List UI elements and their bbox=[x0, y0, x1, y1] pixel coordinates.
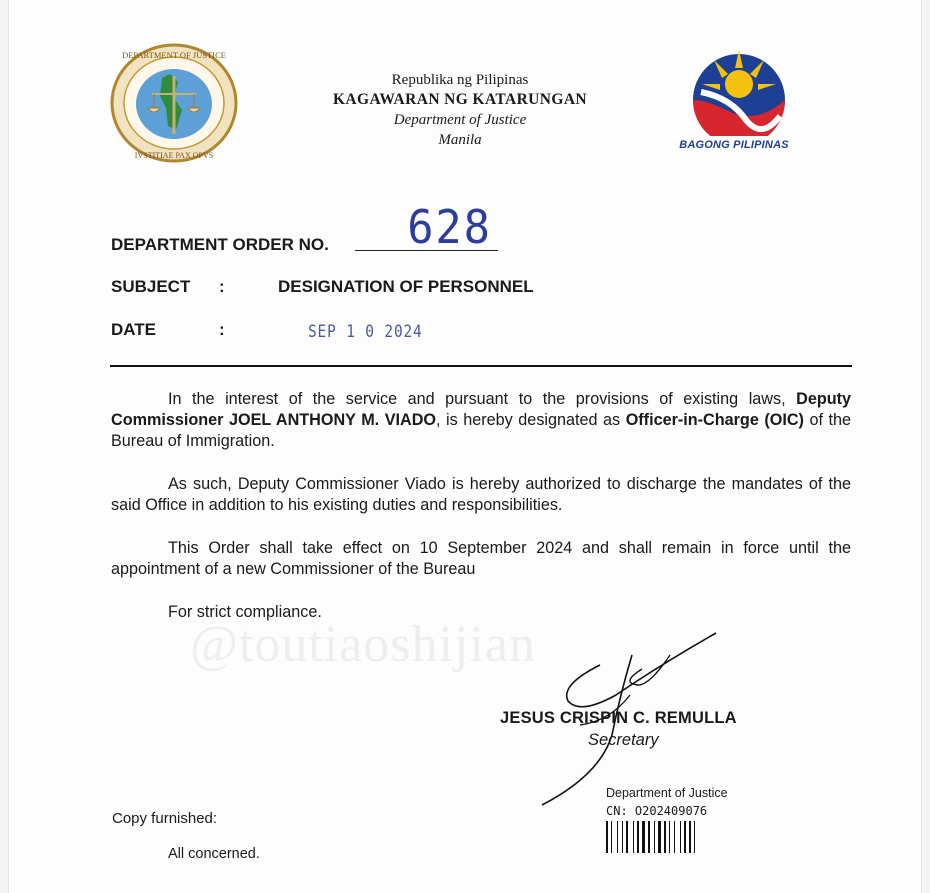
date-label: DATE bbox=[111, 320, 157, 339]
republic-line: Republika ng Pilipinas bbox=[391, 72, 529, 88]
subject-value: DESIGNATION OF PERSONNEL bbox=[278, 277, 534, 296]
department-name-filipino: KAGAWARAN NG KATARUNGAN bbox=[332, 91, 588, 108]
department-name-english: Department of Justice bbox=[393, 112, 527, 128]
p2-text: As such, Deputy Commissioner Viado is hereby authorized to discharge the mandates of the said Office in addition to his existing duties and responsibilities. bbox=[111, 475, 851, 514]
watermark-text: @toutiaoshijian bbox=[190, 616, 536, 673]
copy-furnished-label: Copy furnished: bbox=[112, 810, 218, 827]
paragraph-designation bbox=[111, 389, 851, 452]
p1-text-e: of the Bureau of Immigration. bbox=[111, 411, 852, 450]
header-divider bbox=[110, 365, 852, 367]
subject-colon: : bbox=[219, 277, 225, 296]
order-number-label: DEPARTMENT ORDER NO. bbox=[111, 235, 329, 254]
p4-text: For strict compliance. bbox=[168, 603, 322, 621]
p1-position: Officer-in-Charge (OIC) bbox=[625, 411, 804, 429]
order-number-value: 628 bbox=[407, 200, 492, 254]
subject-label: SUBJECT bbox=[111, 277, 191, 296]
city-line: Manila bbox=[438, 132, 482, 148]
copy-furnished-value: All concerned. bbox=[168, 846, 260, 862]
signatory-name: JESUS CRISPIN C. REMULLA bbox=[500, 709, 737, 727]
barcode-graphic bbox=[606, 821, 726, 853]
date-stamp-value: SEP 1 0 2024 bbox=[308, 322, 423, 342]
signatory-title: Secretary bbox=[588, 731, 659, 749]
paragraph-authority bbox=[111, 474, 851, 516]
p3-text: This Order shall take effect on 10 September 2024 and shall remain in force until the appointment of a new Commissioner of the Bureau bbox=[111, 539, 851, 578]
certificate-office: Department of Justice bbox=[606, 786, 728, 800]
seal-ring-bottom-text: IVSTITIAE PAX OPVS bbox=[134, 151, 214, 160]
letterhead bbox=[270, 70, 650, 150]
p1-text-a: In the interest of the service and pursuant to the provisions of existing laws, bbox=[168, 390, 797, 408]
paragraph-effectivity bbox=[111, 538, 851, 580]
doj-seal-logo bbox=[104, 38, 244, 168]
p1-designee-name: Deputy Commissioner JOEL ANTHONY M. VIADO bbox=[111, 390, 851, 429]
seal-ring-top-text: DEPARTMENT OF JUSTICE bbox=[122, 50, 226, 60]
p1-text-c: , is hereby designated as bbox=[436, 411, 626, 429]
certificate-control-number: CN: O202409076 bbox=[606, 804, 708, 818]
bagong-pilipinas-text: BAGONG PILIPINAS bbox=[679, 139, 789, 151]
date-colon: : bbox=[219, 320, 225, 339]
